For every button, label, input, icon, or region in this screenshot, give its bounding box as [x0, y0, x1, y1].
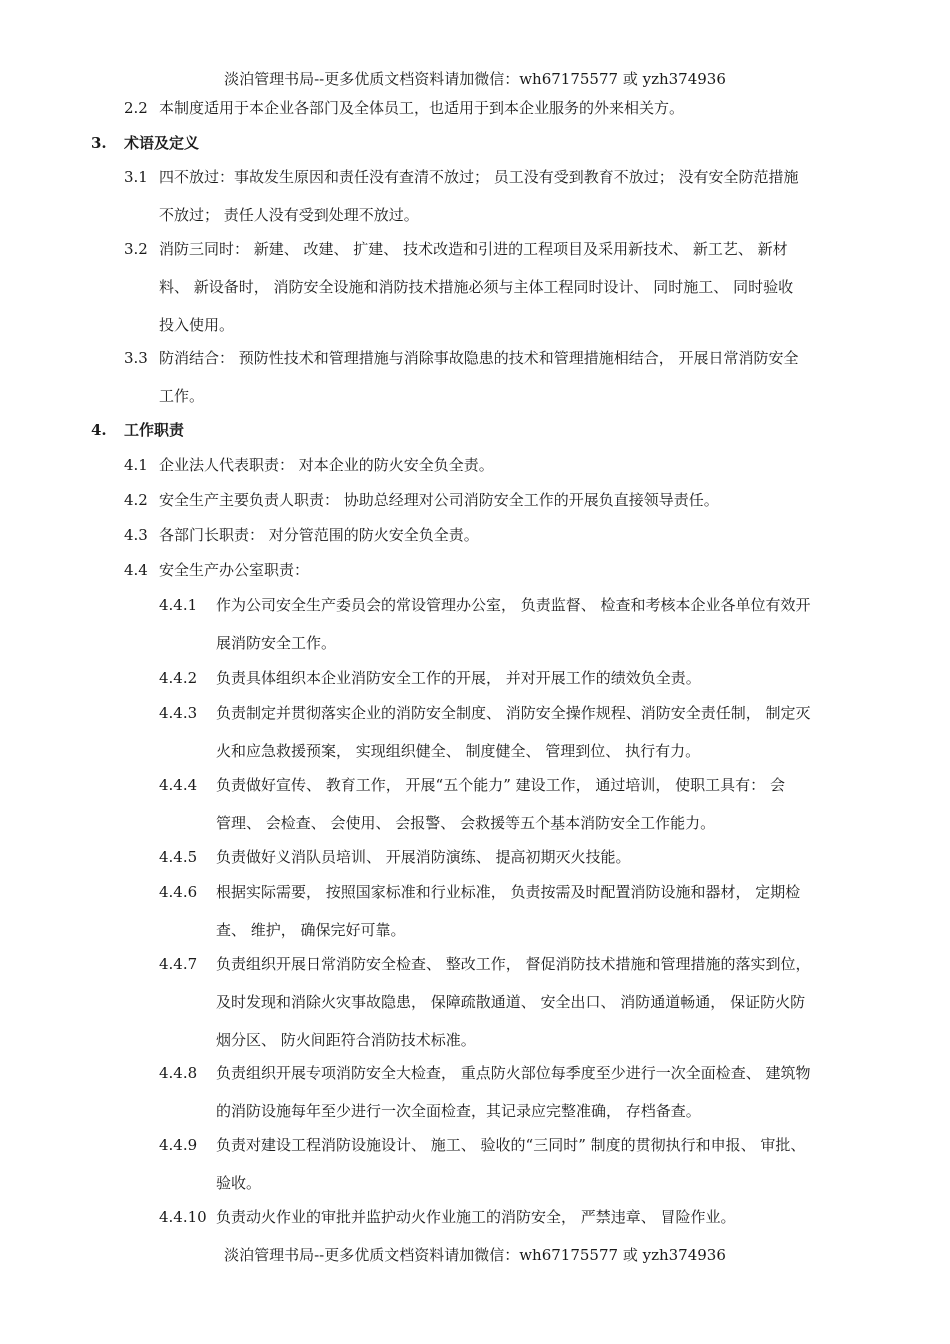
clause-4-4-2	[0, 667, 950, 689]
clause-3-3	[0, 347, 950, 407]
clause-4-4-3	[0, 702, 950, 762]
clause-4-4-8	[0, 1062, 950, 1122]
clause-text: 安全生产办公室职责：	[159, 561, 310, 579]
clause-4-4-7	[0, 953, 950, 1053]
clause-text: 火和应急救援预案， 实现组织健全、 制度健全、 管理到位、 执行有力。	[216, 742, 701, 760]
clause-number: 4.4	[124, 561, 148, 579]
clause-text: 工作。	[159, 387, 205, 405]
clause-text: 负责做好义消队员培训、 开展消防演练、 提高初期灭火技能。	[216, 848, 631, 866]
clause-number: 4.4.1	[159, 596, 198, 614]
clause-number: 2.2	[124, 99, 148, 117]
clause-text: 负责具体组织本企业消防安全工作的开展， 并对开展工作的绩效负全责。	[216, 669, 701, 687]
clause-text: 各部门长职责： 对分管范围的防火安全负全责。	[159, 526, 479, 544]
clause-text: 查、 维护， 确保完好可靠。	[216, 921, 406, 939]
clause-text: 安全生产主要负责人职责： 协助总经理对公司消防安全工作的开展负直接领导责任。	[159, 491, 719, 509]
clause-4-2	[0, 489, 950, 511]
clause-4-4	[0, 559, 950, 581]
page-header: 淡泊管理书局--更多优质文档资料请加微信：wh67175577 或 yzh374936	[224, 70, 726, 88]
clause-text: 料、 新设备时， 消防安全设施和消防技术措施必须与主体工程同时设计、 同时施工、 同时验收	[159, 278, 794, 296]
clause-number: 4.2	[124, 491, 148, 509]
section-3-heading	[0, 132, 950, 154]
clause-number: 3.2	[124, 240, 148, 258]
clause-number: 4.4.8	[159, 1064, 198, 1082]
clause-number: 4.4.10	[159, 1208, 207, 1226]
clause-text: 根据实际需要， 按照国家标准和行业标准， 负责按需及时配置消防设施和器材， 定期检	[216, 883, 801, 901]
clause-text: 管理、 会检查、 会使用、 会报警、 会救援等五个基本消防安全工作能力。	[216, 814, 716, 832]
clause-number: 4.4.9	[159, 1136, 198, 1154]
clause-4-4-6	[0, 881, 950, 941]
clause-text: 企业法人代表职责： 对本企业的防火安全负全责。	[159, 456, 494, 474]
clause-text: 消防三同时： 新建、 改建、 扩建、 技术改造和引进的工程项目及采用新技术、 新工艺、 新材	[159, 240, 788, 258]
clause-2-2	[0, 97, 950, 119]
clause-text: 负责对建设工程消防设施设计、 施工、 验收的“三同时” 制度的贯彻执行和申报、 审批、	[216, 1136, 806, 1154]
clause-text: 负责制定并贯彻落实企业的消防安全制度、 消防安全操作规程、消防安全责任制， 制定灭	[216, 704, 811, 722]
clause-text: 四不放过：事故发生原因和责任没有查清不放过； 员工没有受到教育不放过； 没有安全防范措施	[159, 168, 799, 186]
clause-text: 展消防安全工作。	[216, 634, 337, 652]
clause-text: 投入使用。	[159, 316, 235, 334]
clause-number: 4.4.3	[159, 704, 198, 722]
clause-text: 不放过； 责任人没有受到处理不放过。	[159, 206, 419, 224]
clause-text: 负责组织开展专项消防安全大检查， 重点防火部位每季度至少进行一次全面检查、 建筑物	[216, 1064, 811, 1082]
clause-text: 烟分区、 防火间距符合消防技术标准。	[216, 1031, 476, 1049]
section-4-heading	[0, 419, 950, 441]
clause-text: 的消防设施每年至少进行一次全面检查，其记录应完整准确， 存档备查。	[216, 1102, 701, 1120]
clause-number: 4.4.5	[159, 848, 198, 866]
clause-text: 验收。	[216, 1174, 262, 1192]
clause-number: 4.4.7	[159, 955, 198, 973]
clause-number: 4.3	[124, 526, 148, 544]
section-title: 术语及定义	[124, 134, 200, 152]
clause-number: 3.3	[124, 349, 148, 367]
clause-number: 4.4.6	[159, 883, 198, 901]
section-title: 工作职责	[124, 421, 185, 439]
clause-number: 3.1	[124, 168, 148, 186]
clause-4-4-1	[0, 594, 950, 654]
clause-4-4-9	[0, 1134, 950, 1194]
clause-4-4-10	[0, 1206, 950, 1228]
page-footer: 淡泊管理书局--更多优质文档资料请加微信：wh67175577 或 yzh374936	[224, 1246, 726, 1264]
clause-number: 4.4.2	[159, 669, 198, 687]
clause-4-3	[0, 524, 950, 546]
section-number: 3.	[91, 134, 107, 152]
clause-text: 负责动火作业的审批并监护动火作业施工的消防安全， 严禁违章、 冒险作业。	[216, 1208, 736, 1226]
clause-text: 本制度适用于本企业各部门及全体员工，也适用于到本企业服务的外来相关方。	[159, 99, 685, 117]
clause-4-1	[0, 454, 950, 476]
clause-text: 及时发现和消除火灾事故隐患， 保障疏散通道、 安全出口、 消防通道畅通， 保证防火防	[216, 993, 806, 1011]
section-number: 4.	[91, 421, 107, 439]
clause-4-4-5	[0, 846, 950, 868]
clause-text: 防消结合： 预防性技术和管理措施与消除事故隐患的技术和管理措施相结合， 开展日常消防安全	[159, 349, 799, 367]
clause-number: 4.1	[124, 456, 148, 474]
clause-text: 负责做好宣传、 教育工作， 开展“五个能力” 建设工作， 通过培训， 使职工具有： 会	[216, 776, 785, 794]
clause-number: 4.4.4	[159, 776, 198, 794]
clause-3-1	[0, 166, 950, 226]
clause-text: 负责组织开展日常消防安全检查、 整改工作， 督促消防技术措施和管理措施的落实到位，	[216, 955, 811, 973]
clause-3-2	[0, 238, 950, 338]
clause-text: 作为公司安全生产委员会的常设管理办公室， 负责监督、 检查和考核本企业各单位有效开	[216, 596, 811, 614]
clause-4-4-4	[0, 774, 950, 834]
